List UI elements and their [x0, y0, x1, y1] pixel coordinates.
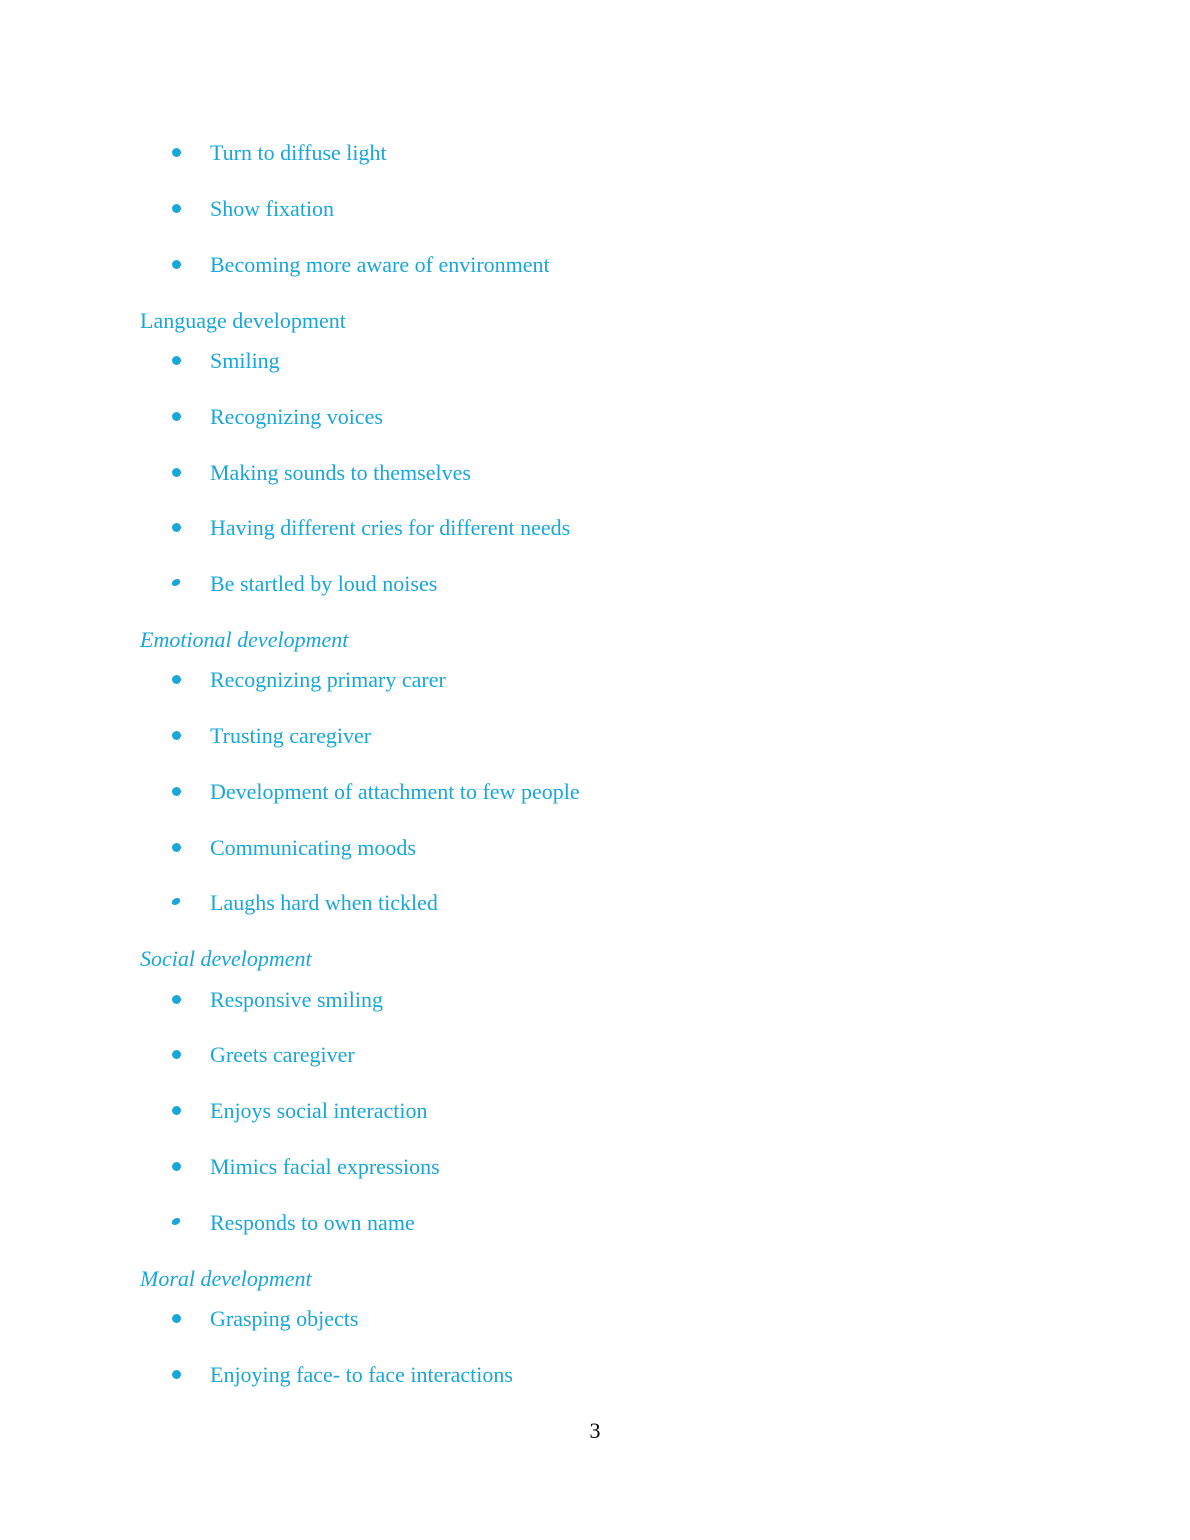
bullet-icon — [171, 1218, 182, 1225]
list-item — [0, 985, 1190, 1015]
list-item — [0, 250, 1190, 280]
list-item-text: Show fixation — [210, 196, 335, 221]
bullet-icon — [172, 148, 181, 157]
list-item-text: Recognizing voices — [210, 404, 383, 429]
list-item — [0, 346, 1190, 376]
bullet-icon — [172, 412, 181, 421]
section-heading-social: Social development — [140, 946, 312, 971]
list-item — [0, 513, 1190, 543]
list-item-text: Mimics facial expressions — [210, 1154, 440, 1179]
list-item — [0, 1304, 1190, 1334]
list-item-text: Laughs hard when tickled — [210, 890, 438, 915]
list-item-text: Greets caregiver — [210, 1042, 355, 1067]
list-item-text: Be startled by loud noises — [210, 571, 438, 596]
list-item — [0, 1152, 1190, 1182]
list-item-text: Communicating moods — [210, 835, 416, 860]
bullet-icon — [171, 579, 182, 586]
list-item — [0, 138, 1190, 168]
page-number: 3 — [589, 1418, 601, 1443]
list-item-text: Enjoying face- to face interactions — [210, 1362, 513, 1387]
bullet-icon — [172, 1314, 181, 1323]
list-item-text: Enjoys social interaction — [210, 1098, 428, 1123]
bullet-icon — [172, 1050, 181, 1059]
bullet-icon — [172, 843, 181, 852]
bullet-icon — [172, 204, 181, 213]
list-item — [0, 1040, 1190, 1070]
bullet-icon — [172, 731, 181, 740]
list-item — [0, 833, 1190, 863]
bullet-icon — [171, 898, 182, 905]
list-item-text: Responds to own name — [210, 1210, 415, 1235]
bullet-icon — [172, 675, 181, 684]
list-item — [0, 1360, 1190, 1390]
list-item-text: Grasping objects — [210, 1306, 359, 1331]
list-item-text: Turn to diffuse light — [210, 140, 387, 165]
bullet-icon — [172, 1106, 181, 1115]
bullet-icon — [172, 1162, 181, 1171]
list-item — [0, 665, 1190, 695]
bullet-icon — [172, 356, 181, 365]
bullet-icon — [172, 995, 181, 1004]
list-item-text: Development of attachment to few people — [210, 779, 580, 804]
list-item-text: Responsive smiling — [210, 987, 383, 1012]
section-heading-emotional: Emotional development — [140, 627, 349, 652]
list-item — [0, 1208, 1190, 1238]
section-heading-moral: Moral development — [140, 1266, 312, 1291]
list-item-text: Smiling — [210, 348, 280, 373]
list-item-text: Making sounds to themselves — [210, 460, 471, 485]
section-heading-language: Language development — [140, 308, 346, 333]
list-item — [0, 402, 1190, 432]
bullet-icon — [172, 260, 181, 269]
list-item — [0, 777, 1190, 807]
bullet-icon — [172, 468, 181, 477]
list-item-text: Becoming more aware of environment — [210, 252, 550, 277]
bullet-icon — [172, 1370, 181, 1379]
list-item-text: Recognizing primary carer — [210, 667, 446, 692]
bullet-icon — [172, 787, 181, 796]
list-item — [0, 569, 1190, 599]
list-item — [0, 194, 1190, 224]
list-item — [0, 1096, 1190, 1126]
list-item — [0, 721, 1190, 751]
list-item — [0, 888, 1190, 918]
list-item — [0, 458, 1190, 488]
list-item-text: Having different cries for different needs — [210, 515, 571, 540]
list-item-text: Trusting caregiver — [210, 723, 372, 748]
bullet-icon — [172, 523, 181, 532]
